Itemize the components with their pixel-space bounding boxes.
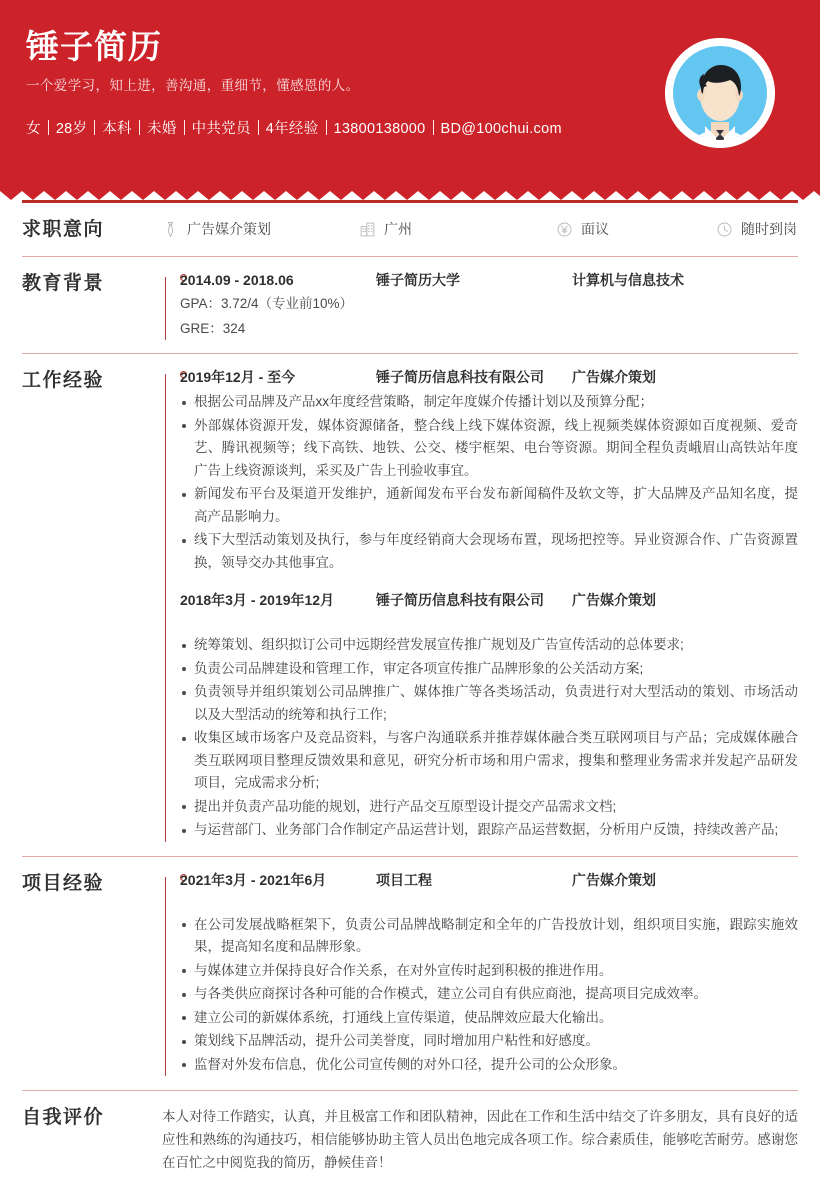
list-item: 外部媒体资源开发，媒体资源储备，整合线上线下媒体资源，线上视频类媒体资源如百度视频、爱奇艺、腾讯视频等；线下高铁、地铁、公交、楼宇框架、电台等资源。期间全程负责峨眉山高铁站年度广告上线资源谈判，采买及广告上刊验收事宜。 — [180, 415, 798, 483]
timeline-line — [165, 877, 166, 1077]
list-item: 负责公司品牌建设和管理工作，审定各项宣传推广品牌形象的公关活动方案; — [180, 658, 798, 681]
meta-marital: 未婚 — [146, 121, 177, 137]
intention-position — [162, 219, 359, 239]
education-school: 锤子简历大学 — [376, 272, 460, 288]
header-meta-line — [26, 118, 640, 140]
section-body-work — [162, 367, 798, 843]
list-item: 策划线下品牌活动，提升公司美誉度，同时增加用户粘性和好感度。 — [180, 1030, 798, 1053]
section-label-selfeval: 自我评价 — [22, 1107, 105, 1128]
section-project — [22, 857, 798, 1091]
section-label-intention: 求职意向 — [22, 219, 105, 240]
list-item: 与各类供应商探讨各种可能的合作模式，建立公司自有供应商池，提高项目完成效率。 — [180, 983, 798, 1006]
section-education — [22, 257, 798, 353]
list-item: 监督对外发布信息，优化公司宣传侧的对外口径，提升公司的公众形象。 — [180, 1054, 798, 1077]
building-icon — [359, 221, 376, 238]
section-self-evaluation — [22, 1091, 798, 1187]
intention-city-text: 广州 — [384, 221, 412, 237]
work-position: 广告媒介策划 — [572, 369, 656, 385]
section-body-education — [162, 270, 798, 340]
education-gpa: GPA：3.72/4（专业前10%） — [180, 296, 354, 311]
meta-email: BD@100chui.com — [440, 121, 562, 137]
work-bullet-list — [180, 391, 798, 574]
list-item: 在公司发展战略框架下，负责公司品牌战略制定和全年的广告投放计划，组织项目实施，跟踪实施效果，提高知名度和品牌形象。 — [180, 914, 798, 959]
page-title: 锤子简历 — [26, 28, 162, 65]
timeline-line — [165, 374, 166, 842]
intention-availability — [716, 219, 797, 239]
meta-divider — [258, 120, 259, 135]
education-gre: GRE：324 — [180, 321, 246, 336]
project-bullet-list — [180, 914, 798, 1077]
list-item: 新闻发布平台及渠道开发维护，通新闻发布平台发布新闻稿件及软文等，扩大品牌及产品知名度，提高产品影响力。 — [180, 483, 798, 528]
list-item: 与运营部门、业务部门合作制定产品运营计划，跟踪产品运营数据，分析用户反馈，持续改善产品; — [180, 819, 798, 842]
section-label-education: 教育背景 — [22, 273, 105, 294]
education-date: 2014.09 - 2018.06 — [180, 272, 294, 288]
meta-age: 28岁 — [55, 121, 88, 137]
list-item: 线下大型活动策划及执行，参与年度经销商大会现场布置，现场把控等。异业资源合作、广告资源置换，领导交办其他事宜。 — [180, 529, 798, 574]
meta-divider — [139, 120, 140, 135]
meta-gender: 女 — [26, 121, 41, 137]
intention-row — [162, 216, 798, 242]
education-entry — [180, 270, 798, 340]
section-body-selfeval — [162, 1104, 798, 1174]
meta-degree: 本科 — [102, 121, 132, 137]
meta-divider — [326, 120, 327, 135]
meta-divider — [48, 120, 49, 135]
section-work — [22, 354, 798, 856]
list-item: 建立公司的新媒体系统，打通线上宣传渠道，使品牌效应最大化输出。 — [180, 1007, 798, 1030]
work-timeline — [162, 367, 798, 842]
work-entry — [180, 590, 798, 842]
section-label-work: 工作经验 — [22, 370, 105, 391]
avatar — [665, 38, 775, 148]
yen-icon — [556, 221, 573, 238]
work-entry-head — [180, 367, 798, 387]
list-item: 提出并负责产品功能的规划，进行产品交互原型设计提交产品需求文档; — [180, 796, 798, 819]
education-entry-head — [180, 270, 798, 290]
section-job-intention — [22, 203, 798, 256]
work-company: 锤子简历信息科技有限公司 — [376, 369, 544, 385]
selfeval-text: 本人对待工作踏实，认真，并且极富工作和团队精神，因此在工作和生活中结交了许多朋友，具有良好的适应性和熟练的沟通技巧，相信能够协助主管人员出色地完成各项工作。综合素质佳，能够吃苦耐劳。感谢您在百忙之中阅览我的简历，静候佳音！ — [162, 1109, 798, 1170]
meta-phone: 13800138000 — [333, 121, 426, 137]
project-role: 广告媒介策划 — [572, 871, 656, 888]
work-date: 2019年12月 - 至今 — [180, 369, 296, 385]
section-body-intention — [162, 216, 798, 242]
intention-availability-text: 随时到岗 — [741, 221, 797, 237]
intention-city — [359, 219, 556, 239]
resume-header — [0, 0, 820, 200]
project-name: 项目工程 — [376, 871, 432, 888]
meta-experience: 4年经验 — [265, 121, 319, 137]
intention-position-text: 广告媒介策划 — [187, 221, 271, 237]
work-position: 广告媒介策划 — [572, 592, 656, 608]
work-date: 2018年3月 - 2019年12月 — [180, 592, 335, 608]
project-timeline — [162, 870, 798, 1077]
meta-divider — [433, 120, 434, 135]
meta-divider — [94, 120, 95, 135]
meta-political: 中共党员 — [191, 121, 251, 137]
work-bullet-list — [180, 634, 798, 842]
resume-content — [0, 200, 820, 1187]
meta-divider — [184, 120, 185, 135]
intention-salary-text: 面议 — [581, 221, 609, 237]
zigzag-edge — [0, 182, 820, 200]
clock-icon — [716, 221, 733, 238]
list-item: 根据公司品牌及产品xx年度经营策略，制定年度媒介传播计划以及预算分配； — [180, 391, 798, 414]
tie-icon — [162, 221, 179, 238]
list-item: 统筹策划、组织拟订公司中远期经营发展宣传推广规划及广告宣传活动的总体要求; — [180, 634, 798, 657]
header-tagline: 一个爱学习，知上进，善沟通，重细节，懂感恩的人。 — [26, 78, 360, 93]
work-entry — [180, 367, 798, 574]
timeline-line — [165, 277, 166, 340]
list-item: 与媒体建立并保持良好合作关系，在对外宣传时起到积极的推进作用。 — [180, 960, 798, 983]
project-entry-head — [180, 870, 798, 910]
section-body-project — [162, 870, 798, 1078]
work-entry-head — [180, 590, 798, 630]
section-label-project: 项目经验 — [22, 872, 105, 894]
education-major: 计算机与信息技术 — [572, 272, 684, 288]
header-text-block — [26, 26, 640, 140]
list-item: 负责领导并组织策划公司品牌推广、媒体推广等各类场活动，负责进行对大型活动的策划、市场活动以及大型活动的统筹和执行工作; — [180, 681, 798, 726]
education-timeline — [162, 270, 798, 340]
intention-salary — [556, 219, 716, 239]
work-company: 锤子简历信息科技有限公司 — [376, 592, 544, 608]
project-date: 2021年3月 - 2021年6月 — [180, 871, 327, 888]
list-item: 收集区域市场客户及竞品资料，与客户沟通联系并推荐媒体融合类互联网项目与产品；完成媒体融合类互联网项目整理反馈效果和意见，研究分析市场和用户需求，搜集和整理业务需求并发起产品研发项目，完成需求分析; — [180, 727, 798, 795]
project-entry — [180, 870, 798, 1077]
